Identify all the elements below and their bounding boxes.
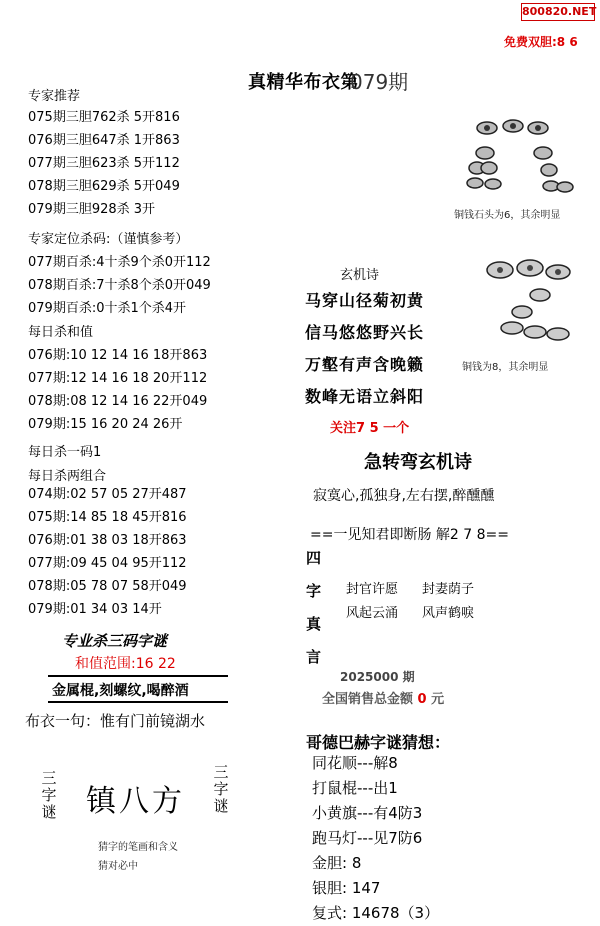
list-item: 077期三胆623杀 5开112 [28,156,180,171]
list-item: 跑马灯---见7防6 [312,829,423,847]
sales-amount: 0 [417,692,427,707]
four-words-item: 封妻荫子 [422,582,475,597]
four-char: 言 [306,648,322,666]
free-double-text: 免费双胆:8 6 [504,35,578,49]
list-item: 同花顺---解8 [312,754,398,772]
sales-issue: 2025000 期 [340,670,415,684]
divider [48,675,228,677]
riddle-main-text: 镇八方 [86,784,185,819]
four-char: 四 [306,549,322,567]
list-item: 银胆: 147 [312,879,381,897]
turn-answer: ==一见知君即断肠 解2 7 8== [310,527,509,543]
site-badge[interactable]: 800820.NET [521,3,595,21]
four-words-item: 风声鹤唳 [422,606,475,621]
coins-caption: 铜钱石头为6，其余明显 [454,210,561,221]
position-kill-heading: 专家定位杀码:（谨慎参考） [28,232,189,247]
sum-range-text: 和值范围:16 22 [75,656,176,672]
list-item: 复式: 14678（3） [312,904,440,922]
poem-line: 信马悠悠野兴长 [305,323,425,342]
list-item: 079期:15 16 20 24 26开 [28,417,183,432]
list-item: 079期百杀:0十杀1个杀4开 [28,301,187,316]
poem-label: 玄机诗 [340,268,380,283]
poem-line: 数峰无语立斜阳 [305,387,425,406]
goethe-title: 哥德巴赫字谜猜想： [306,733,451,752]
kill-two-heading: 每日杀两组合 [28,469,107,484]
turn-title: 急转弯玄机诗 [364,452,472,473]
poem-line: 马穿山径菊初黄 [305,291,425,310]
riddle-box-title: 专业杀三码字谜 [62,632,168,650]
sum-kill-heading: 每日杀和值 [28,325,94,340]
list-item: 076期:10 12 14 16 18开863 [28,348,208,363]
list-item: 打鼠棍---出1 [312,779,398,797]
poem-line: 万壑有声含晚籁 [305,355,425,374]
coins-figure-six [465,108,585,203]
kill-one-text: 每日杀一码1 [28,445,102,460]
page-title: 真精华布衣第 [248,72,359,93]
list-item: 077期百杀:4十杀9个杀0开112 [28,255,211,270]
coins-figure-eight [470,250,590,350]
goethe-list [312,751,439,926]
list-item: 078期:08 12 14 16 22开049 [28,394,208,409]
buyi-sentence: 布衣一句：惟有门前镜湖水 [25,712,206,730]
list-item: 076期:01 38 03 18开863 [28,533,187,548]
list-item: 078期百杀:7十杀8个杀0开049 [28,278,211,293]
riddle-left-label: 三字谜 [41,769,57,821]
follow-text: 关注7 5 一个 [330,421,410,436]
position-kill-list [28,251,211,320]
coins-caption: 铜钱为8，其余明显 [462,362,549,373]
list-item: 小黄旗---有4防3 [312,804,423,822]
four-words-item: 封官许愿 [346,582,399,597]
sales-label: 全国销售总金额 [322,692,414,707]
list-item: 075期:14 85 18 45开816 [28,510,187,525]
list-item: 078期三胆629杀 5开049 [28,179,180,194]
sales-line [322,688,444,707]
four-char: 字 [306,582,322,600]
four-words-label [306,542,321,674]
sum-kill-list [28,344,207,436]
four-words-item: 风起云涌 [346,606,399,621]
list-item: 074期:02 57 05 27开487 [28,487,187,502]
four-char: 真 [306,615,322,633]
list-item: 077期:09 45 04 95开112 [28,556,187,571]
riddle-note: 猜对必中 [98,861,138,872]
divider [48,701,228,703]
expert-heading: 专家推荐 [28,89,81,104]
list-item: 079期三胆928杀 3开 [28,202,156,217]
turn-riddle: 寂寞心,孤独身,左右摆,醉醺醺 [313,488,495,504]
list-item: 金胆: 8 [312,854,362,872]
list-item: 078期:05 78 07 58开049 [28,579,187,594]
sales-unit: 元 [431,692,445,707]
expert-list [28,106,180,221]
list-item: 079期:01 34 03 14开 [28,602,162,617]
riddle-note: 猜字的笔画和含义 [98,842,178,853]
list-item: 075期三胆762杀 5开816 [28,110,180,125]
riddle-line: 金属棍,刻螺纹,喝醉酒 [52,683,189,699]
list-item: 077期:12 14 16 18 20开112 [28,371,208,386]
issue-number: 079期 [350,70,409,94]
list-item: 076期三胆647杀 1开863 [28,133,180,148]
riddle-right-label: 三字谜 [213,763,229,815]
kill-two-list [28,483,187,621]
